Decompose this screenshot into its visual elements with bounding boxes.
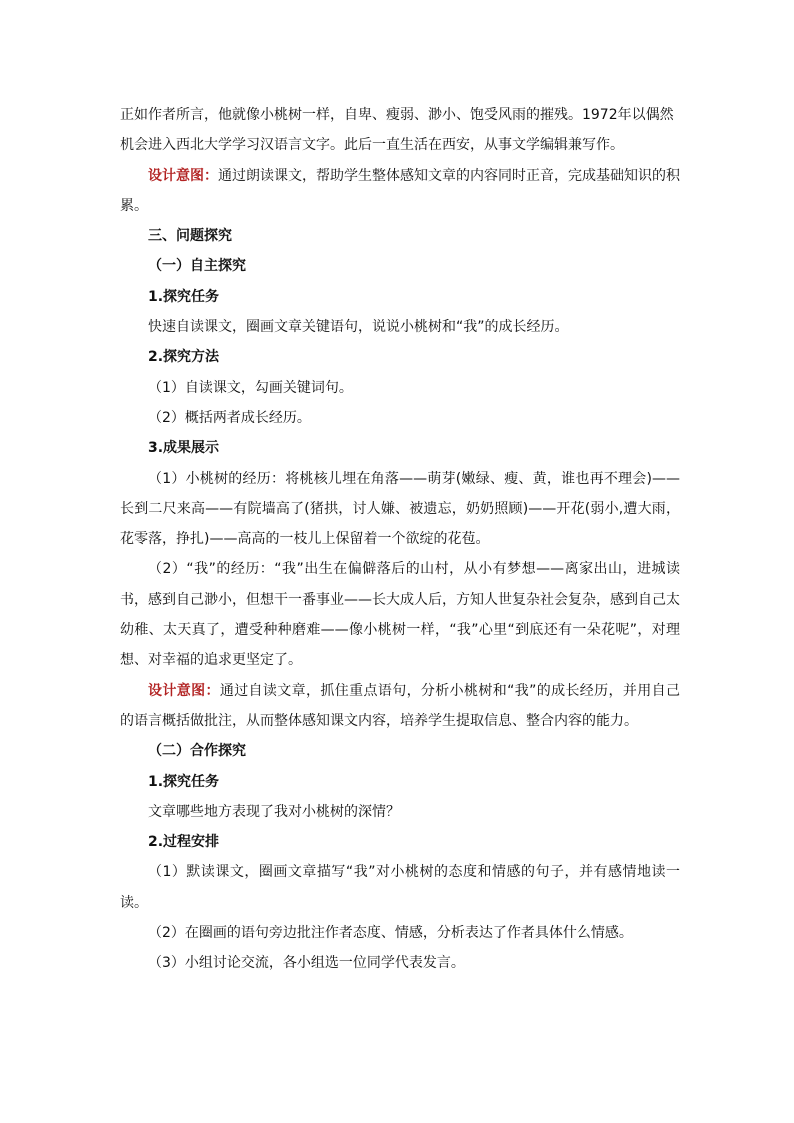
design-intent-label: 设计意图： (148, 167, 218, 184)
method-title: 2.探究方法 (148, 349, 220, 366)
part-2-title: （二）合作探究 (148, 743, 246, 760)
task-title: 1.探究任务 (148, 288, 220, 305)
design-intent-label: 设计意图： (148, 682, 220, 699)
intro-line-1: 正如作者所言，他就像小桃树一样，自卑、瘦弱、渺小、饱受风雨的摧残。1972年以偶然 (120, 107, 674, 123)
task-text: 快速自读课文，圈画文章关键语句，说说小桃树和“我”的成长经历。 (148, 319, 569, 336)
process-title: 2.过程安排 (148, 834, 220, 851)
coop-task-title: 1.探究任务 (148, 773, 220, 790)
part-1-title: （一）自主探究 (148, 258, 246, 275)
result-title: 3.成果展示 (148, 440, 220, 457)
result-item-2: （2）“我”的经历：“我”出生在偏僻落后的山村，从小有梦想——离家出山，进城读书，感到自己渺小，但想干一番事业——长大成人后，方知人世复杂社会复杂，感到自己太幼稚、太天真了，遭受种种磨难——像小桃树一样，“我”心里“到底还有一朵花呢”，对理想、对幸福的追求更坚定了。 (120, 561, 680, 669)
process-item-3: （3）小组讨论交流，各小组选一位同学代表发言。 (148, 955, 465, 972)
design-intent-text: 通过自读文章，抓住重点语句，分析小桃树和“我”的成长经历，并用自己的语言概括做批注，从而整体感知课文内容，培养学生提取信息、整合内容的能力。 (120, 682, 680, 729)
design-intent-1 (120, 161, 680, 222)
intro-line-2: 机会进入西北大学学习汉语言文字。此后一直生活在西安，从事文学编辑兼写作。 (120, 137, 624, 154)
result-item-1: （1）小桃树的经历：将桃核儿埋在角落——萌芽(嫩绿、瘦、黄，谁也再不理会)——长到二尺来高——有院墙高了(猪拱，讨人嫌、被遗忘，奶奶照顾)——开花(弱小,遭大雨，花零落，挣扎)——高高的一枝儿上保留着一个欲绽的花苞。 (120, 470, 680, 548)
design-intent-text: 通过朗读课文，帮助学生整体感知文章的内容同时正音，完成基础知识的积累。 (120, 167, 680, 214)
design-intent-2 (120, 676, 680, 737)
coop-task-text: 文章哪些地方表现了我对小桃树的深情？ (148, 803, 400, 820)
method-item-1: （1）自读课文，勾画关键词句。 (148, 379, 353, 396)
process-item-2: （2）在圈画的语句旁边批注作者态度、情感，分析表达了作者具体什么情感。 (148, 925, 633, 942)
process-item-1: （1）默读课文，圈画文章描写“我”对小桃树的态度和情感的句子，并有感情地读一读。 (120, 864, 680, 911)
section-3-title: 三、问题探究 (148, 228, 232, 245)
document-page (120, 100, 680, 979)
method-item-2: （2）概括两者成长经历。 (148, 409, 311, 426)
